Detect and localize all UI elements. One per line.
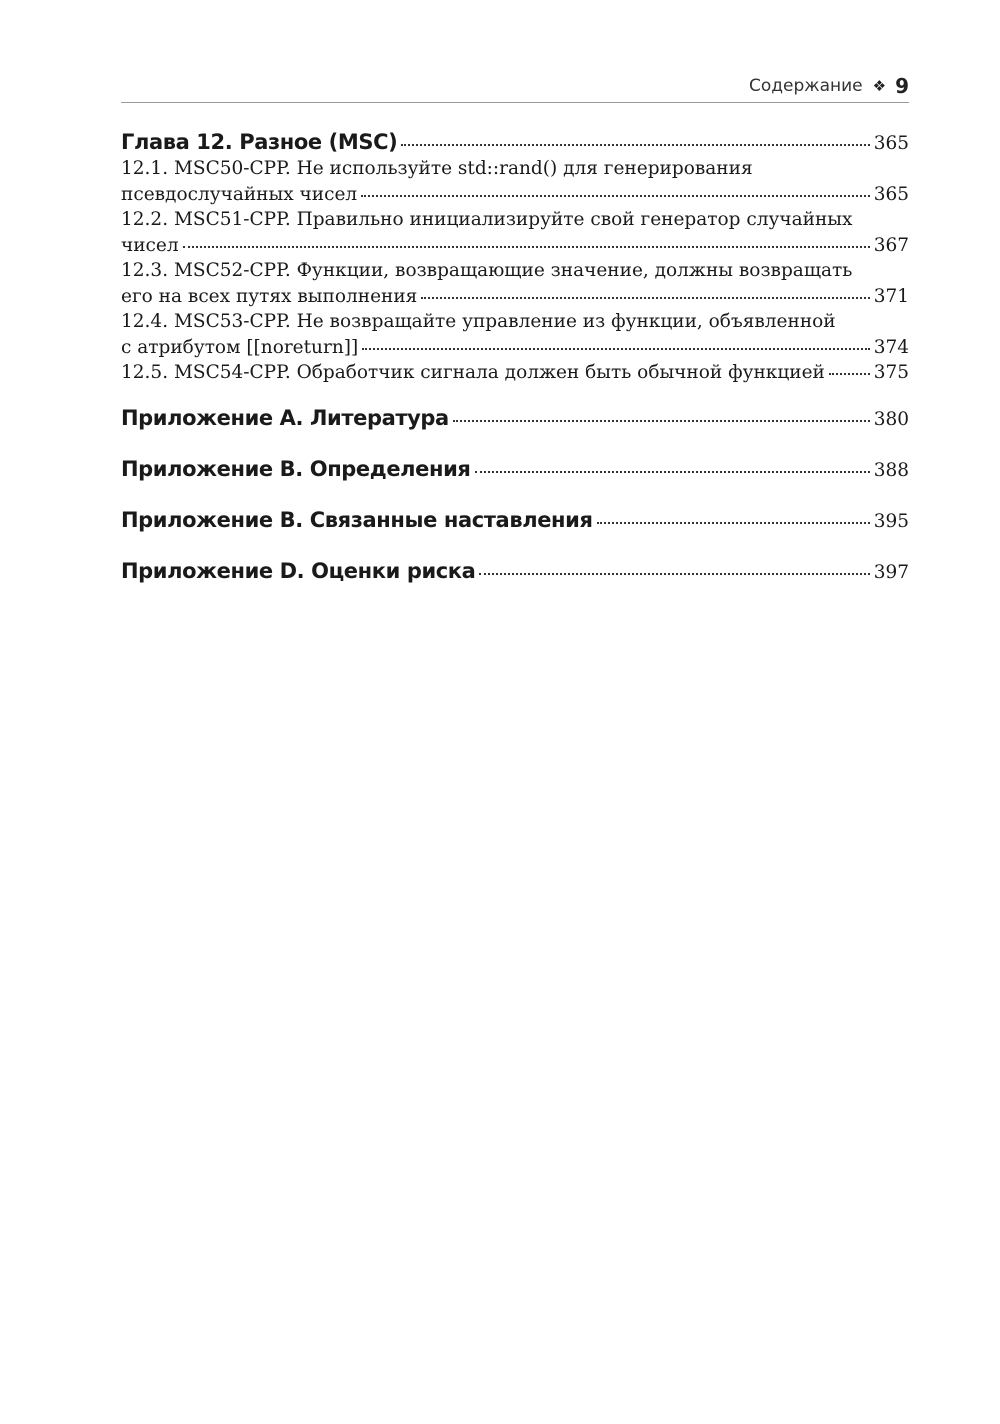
dot-leader xyxy=(829,373,870,375)
diamond-separator-icon: ❖ xyxy=(872,77,887,95)
entry-page: 371 xyxy=(873,285,909,307)
dot-leader xyxy=(453,420,870,422)
appendix-title: Приложение B. Связанные наставления xyxy=(121,507,593,532)
appendix-title: Приложение А. Литература xyxy=(121,405,449,430)
entry-title-line1: 12.3. MSC52-CPP. Функции, возвращающие значение, должны возвращать xyxy=(121,260,853,281)
section-title: Содержание xyxy=(748,76,863,96)
toc-appendix-b-definitions[interactable] xyxy=(121,457,909,481)
dot-leader xyxy=(421,297,869,299)
dot-leader xyxy=(475,471,870,473)
entry-page: 365 xyxy=(873,183,909,205)
dot-leader xyxy=(401,144,869,146)
toc-appendix-a[interactable] xyxy=(121,406,909,430)
appendix-page: 380 xyxy=(873,408,909,430)
dot-leader xyxy=(183,246,870,248)
entry-title-line2: псевдослучайных чисел xyxy=(121,183,358,205)
toc-entry-12-4[interactable] xyxy=(121,309,909,360)
dot-leader xyxy=(597,522,870,524)
entry-title-line2: чисел xyxy=(121,234,179,256)
running-header xyxy=(121,70,909,103)
entry-title-line1: 12.1. MSC50-CPP. Не используйте std::rand() для генерирования xyxy=(121,158,753,179)
dot-leader xyxy=(362,348,870,350)
dot-leader xyxy=(361,195,870,197)
entry-page: 374 xyxy=(873,336,909,358)
appendix-page: 397 xyxy=(873,561,909,583)
entry-title-line2: с атрибутом [[noreturn]] xyxy=(121,336,359,358)
appendix-title: Приложение D. Оценки риска xyxy=(121,558,476,583)
toc-entry-12-1[interactable] xyxy=(121,156,909,207)
entry-title-line2: его на всех путях выполнения xyxy=(121,285,418,307)
entry-page: 375 xyxy=(873,362,909,383)
appendix-title: Приложение B. Определения xyxy=(121,456,471,481)
toc-entry-12-2[interactable] xyxy=(121,207,909,258)
appendix-page: 395 xyxy=(873,510,909,532)
entry-page: 367 xyxy=(873,234,909,256)
table-of-contents xyxy=(121,130,909,583)
toc-chapter-12[interactable] xyxy=(121,130,909,154)
chapter-title: Глава 12. Разное (MSC) xyxy=(121,130,398,154)
toc-entry-12-3[interactable] xyxy=(121,258,909,309)
entry-title: 12.5. MSC54-CPP. Обработчик сигнала должен быть обычной функцией xyxy=(121,362,825,383)
chapter-page: 365 xyxy=(873,133,909,154)
toc-appendix-d[interactable] xyxy=(121,559,909,583)
page-number: 9 xyxy=(895,74,909,98)
dot-leader xyxy=(479,573,869,575)
entry-title-line1: 12.2. MSC51-CPP. Правильно инициализируйте свой генератор случайных xyxy=(121,209,853,230)
entry-title-line1: 12.4. MSC53-CPP. Не возвращайте управление из функции, объявленной xyxy=(121,311,836,332)
toc-appendix-b-related[interactable] xyxy=(121,508,909,532)
appendix-page: 388 xyxy=(873,459,909,481)
toc-entry-12-5[interactable] xyxy=(121,360,909,386)
